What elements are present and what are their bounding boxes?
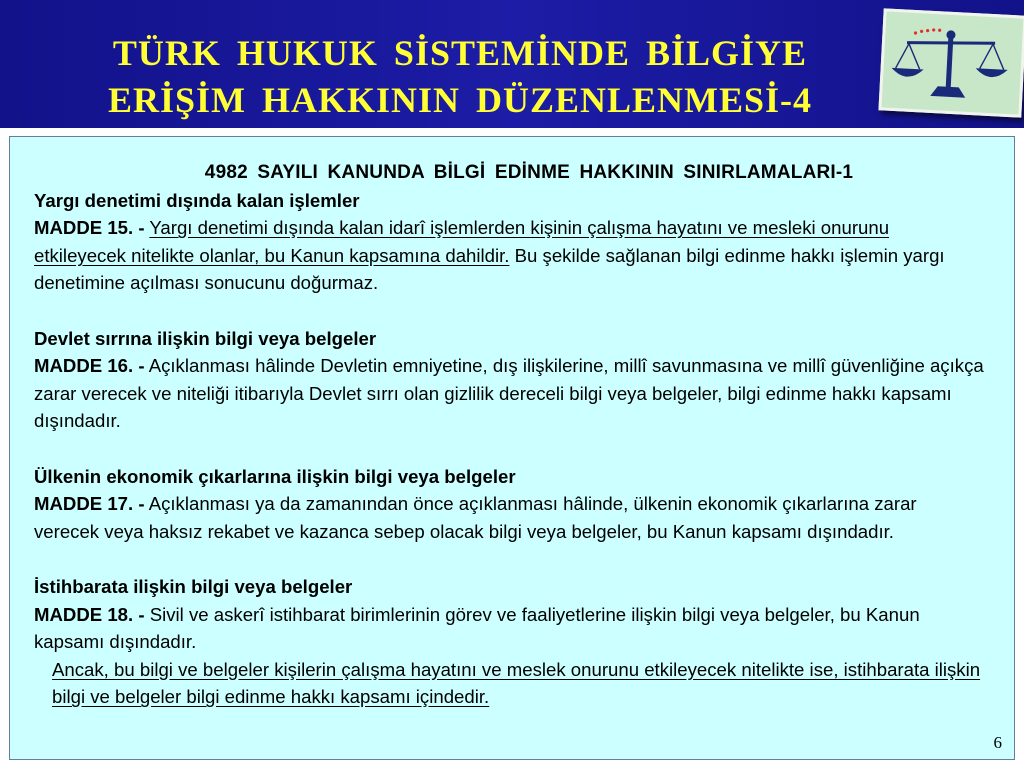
- content-heading: 4982 SAYILI KANUNDA BİLGİ EDİNME HAKKININ SINIRLAMALARI-1: [204, 162, 854, 183]
- title-line-2: ERİŞİM HAKKININ DÜZENLENMESİ-4: [107, 80, 813, 120]
- article-label: MADDE 17. -: [34, 493, 145, 515]
- note-paragraph: [34, 656, 984, 711]
- slide-header: [0, 0, 1024, 128]
- article-text: Sivil ve askerî istihbarat birimlerinin görev ve faaliyetlerine ilişkin bilgi veya belgeler, bu Kanun kapsamı dışındadır.: [34, 603, 920, 653]
- article-text: Açıklanması ya da zamanından önce açıklanması hâlinde, ülkenin ekonomik çıkarlarına zarar verecek veya haksız rekabet ve kazanca sebep olacak bilgi veya belgeler, bu Kanun kapsamı dışındadır.: [34, 493, 917, 542]
- article-paragraph: [34, 601, 984, 656]
- slide-title: [30, 30, 890, 124]
- article-text: Açıklanması hâlinde Devletin emniyetine, dış ilişkilerine, millî savunmasına ve millî güvenliğine açıkça zarar verecek ve niteliği itibarıyla Devlet sırrı olan gizlilik dereceli bilgi veya belgeler, bilgi edinme hakkı kapsamı dışındadır.: [34, 355, 984, 432]
- title-line-1: TÜRK HUKUK SİSTEMİNDE BİLGİYE: [112, 33, 808, 73]
- article-paragraph: [34, 214, 984, 297]
- section-title: Yargı denetimi dışında kalan işlemler: [34, 189, 360, 211]
- section-title: İstihbarata ilişkin bilgi veya belgeler: [34, 575, 353, 597]
- article-label: MADDE 18. -: [34, 603, 145, 625]
- page-number: 6: [993, 733, 1002, 753]
- article-paragraph: [34, 490, 984, 545]
- article-text: Bu şekilde sağlanan bilgi edinme hakkı işlemin yargı denetimine açılması sonucunu doğurmaz.: [34, 244, 945, 294]
- section-title: Ülkenin ekonomik çıkarlarına ilişkin bilgi veya belgeler: [34, 465, 516, 487]
- content-panel: [9, 136, 1015, 760]
- underlined-note: Ancak, bu bilgi ve belgeler kişilerin çalışma hayatını ve meslek onurunu etkileyecek nitelikte ise, istihbarata ilişkin bilgi ve belgeler bilgi edinme hakkı kapsamı içindedir.: [52, 658, 981, 708]
- article-label: MADDE 16. -: [34, 355, 145, 377]
- article-label: MADDE 15. -: [34, 217, 145, 239]
- section-title: Devlet sırrına ilişkin bilgi veya belgeler: [34, 327, 377, 349]
- content-frame: [0, 128, 1024, 768]
- justice-logo: [878, 8, 1024, 117]
- content-body: [34, 159, 984, 711]
- underlined-text: Yargı denetimi dışında kalan idarî işlemlerden kişinin çalışma hayatını ve mesleki onurunu etkileyecek nitelikte olanlar, bu Kanun kapsamına dahildir.: [34, 217, 890, 266]
- scales-of-justice-icon: [882, 11, 1018, 108]
- article-paragraph: [34, 352, 984, 435]
